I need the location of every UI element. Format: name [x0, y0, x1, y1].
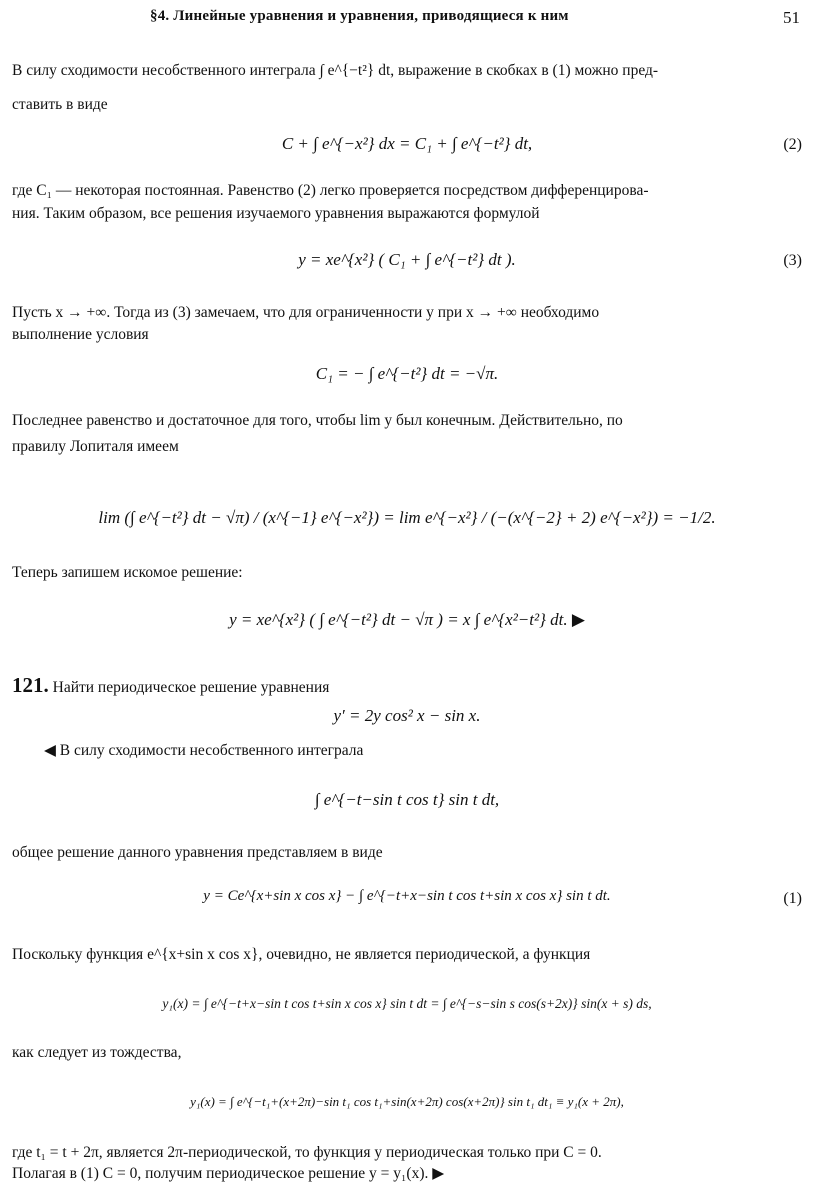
paragraph: правилу Лопиталя имеем	[12, 438, 179, 455]
paragraph: Поскольку функция e^{x+sin x cos x}, очевидно, не является периодической, а функция	[12, 946, 591, 963]
equation-body: y = xe^{x²} ( ∫ e^{−t²} dt − √π ) = x ∫ e^{x²−t²} dt. ▶	[229, 610, 585, 629]
paragraph: ставить в виде	[12, 96, 108, 113]
equation-6	[0, 596, 814, 652]
problem-statement	[12, 674, 802, 699]
equation-body: y₁(x) = ∫ e^{−t+x−sin t cos t+sin x cos x} sin t dt = ∫ e^{−s−sin s cos(s+2x)} sin(x + s) ds,	[162, 996, 652, 1011]
equation-7	[0, 706, 814, 734]
paragraph: где C₁ — некоторая постоянная. Равенство (2) легко проверяется посредством дифференцирова-	[12, 182, 649, 199]
equation-number: (1)	[783, 890, 802, 907]
page-number: 51	[783, 8, 800, 27]
equation-body: y₁(x) = ∫ e^{−t₁+(x+2π)−sin t₁ cos t₁+sin(x+2π) cos(x+2π)} sin t₁ dt₁ ≡ y₁(x + 2π),	[190, 1094, 624, 1109]
equation-body: y = Ce^{x+sin x cos x} − ∫ e^{−t+x−sin t cos t+sin x cos x} sin t dt.	[203, 888, 611, 904]
problem-text: Найти периодическое решение уравнения	[52, 679, 330, 696]
equation-body: C₁ = − ∫ e^{−t²} dt = −√π.	[315, 364, 499, 383]
equation-number: (3)	[783, 252, 802, 269]
paragraph: В силу сходимости несобственного интеграла ∫ e^{−t²} dt, выражение в скобках в (1) можно пред-	[12, 62, 659, 79]
paragraph: ния. Таким образом, все решения изучаемого уравнения выражаются формулой	[12, 205, 540, 222]
equation-8	[0, 772, 814, 832]
equation-3	[0, 242, 814, 282]
equation-11	[0, 1072, 814, 1132]
equation-body: y = xe^{x²} ( C₁ + ∫ e^{−t²} dt ).	[298, 250, 516, 269]
paragraph: Пусть x → +∞. Тогда из (3) замечаем, что для ограниченности y при x → +∞ необходимо	[12, 304, 600, 321]
equation-9	[0, 872, 814, 928]
paragraph: выполнение условия	[12, 326, 149, 343]
running-header	[0, 8, 814, 30]
paragraph: Теперь запишем искомое решение:	[12, 564, 243, 581]
problem-number: 121.	[12, 673, 49, 697]
paragraph: где t₁ = t + 2π, является 2π-периодической, то функция y периодическая только при C = 0.	[12, 1144, 602, 1161]
equation-body: ∫ e^{−t−sin t cos t} sin t dt,	[314, 790, 500, 809]
paragraph: Полагая в (1) C = 0, получим периодическое решение y = y₁(x). ▶	[12, 1165, 445, 1182]
equation-4	[0, 356, 814, 396]
equation-2	[0, 128, 814, 168]
equation-number: (2)	[783, 136, 802, 153]
paragraph: ◀ В силу сходимости несобственного интеграла	[44, 742, 364, 759]
equation-body: C + ∫ e^{−x²} dx = C₁ + ∫ e^{−t²} dt,	[281, 134, 533, 153]
equation-body: lim (∫ e^{−t²} dt − √π) / (x^{−1} e^{−x²}) = lim e^{−x²} / (−(x^{−2} + 2) e^{−x²}) = −1/2.	[98, 508, 716, 527]
paragraph: как следует из тождества,	[12, 1044, 182, 1061]
equation-10	[0, 978, 814, 1036]
section-title: §4. Линейные уравнения и уравнения, приводящиеся к ним	[150, 8, 569, 24]
paragraph: Последнее равенство и достаточное для того, чтобы lim y был конечным. Действительно, по	[12, 412, 623, 429]
equation-body: y′ = 2y cos² x − sin x.	[333, 706, 481, 725]
equation-5	[0, 480, 814, 560]
paragraph: общее решение данного уравнения представляем в виде	[12, 844, 383, 861]
